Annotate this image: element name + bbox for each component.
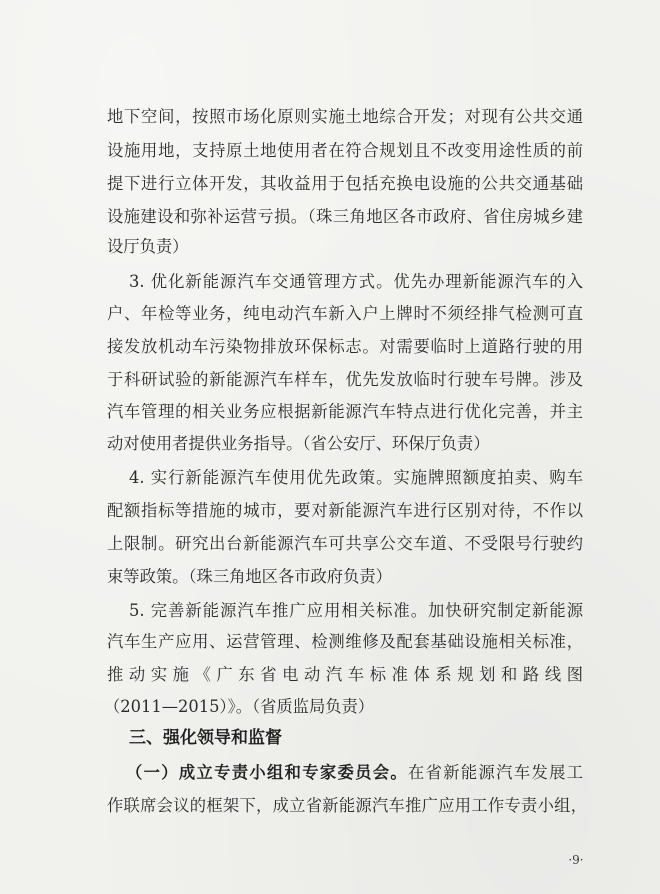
paragraph-1-line-5: 设厅负责） <box>107 237 189 256</box>
item-5-line-2: 汽车生产应用、运营管理、检测维修及配套基础设施相关标准， <box>107 632 583 651</box>
subsection-1-line-2: 作联席会议的框架下，成立省新能源汽车推广应用工作专责小组， <box>107 796 587 815</box>
page-number: ·9· <box>568 853 584 867</box>
paragraph-1-line-2: 设施用地，支持原土地使用者在符合规划且不改变用途性质的前 <box>107 141 583 160</box>
item-4-line-4: 束等政策。（珠三角地区各市政府负责） <box>107 567 392 586</box>
subsection-1-line-1 <box>126 756 583 789</box>
item-3-line-2: 户、年检等业务，纯电动汽车新入户上牌时不须经排气检测可直 <box>107 304 583 323</box>
item-5-line-3: 推动实施《广东省电动汽车标准体系规划和路线图 <box>107 665 583 684</box>
paragraph-1-line-3: 提下进行立体开发，其收益用于包括充换电设施的公共交通基础 <box>107 174 583 193</box>
item-4-line-2: 配额指标等措施的城市，要对新能源汽车进行区别对待，不作以 <box>107 501 583 520</box>
item-5-line-4: （2011—2015）》。（省质监局负责） <box>104 697 375 716</box>
subsection-1-title: （一）成立专责小组和专家委员会。 <box>126 763 409 782</box>
subsection-1-text: 在省新能源汽车发展工 <box>408 763 583 782</box>
item-4-line-3: 上限制。研究出台新能源汽车可共享公交车道、不受限号行驶约 <box>107 534 583 553</box>
item-3-line-4: 于科研试验的新能源汽车样车，优先发放临时行驶车号牌。涉及 <box>107 370 583 389</box>
item-5-line-1: 5. 完善新能源汽车推广应用相关标准。加快研究制定新能源 <box>129 601 583 620</box>
item-3-line-1: 3. 优化新能源汽车交通管理方式。优先办理新能源汽车的入 <box>129 272 583 291</box>
item-3-line-5: 汽车管理的相关业务应根据新能源汽车特点进行优化完善，并主 <box>107 402 583 421</box>
item-3-line-3: 接发放机动车污染物排放环保标志。对需要临时上道路行驶的用 <box>107 337 583 356</box>
paragraph-1-line-1: 地下空间，按照市场化原则实施土地综合开发；对现有公共交通 <box>107 107 583 126</box>
item-4-line-1: 4. 实行新能源汽车使用优先政策。实施牌照额度拍卖、购车 <box>129 468 583 487</box>
item-3-line-6: 动对使用者提供业务指导。（省公安厅、环保厅负责） <box>107 434 490 453</box>
paragraph-1-line-4: 设施建设和弥补运营亏损。（珠三角地区各市政府、省住房城乡建 <box>107 207 583 226</box>
section-3-heading: 三、强化领导和监督 <box>129 728 282 748</box>
